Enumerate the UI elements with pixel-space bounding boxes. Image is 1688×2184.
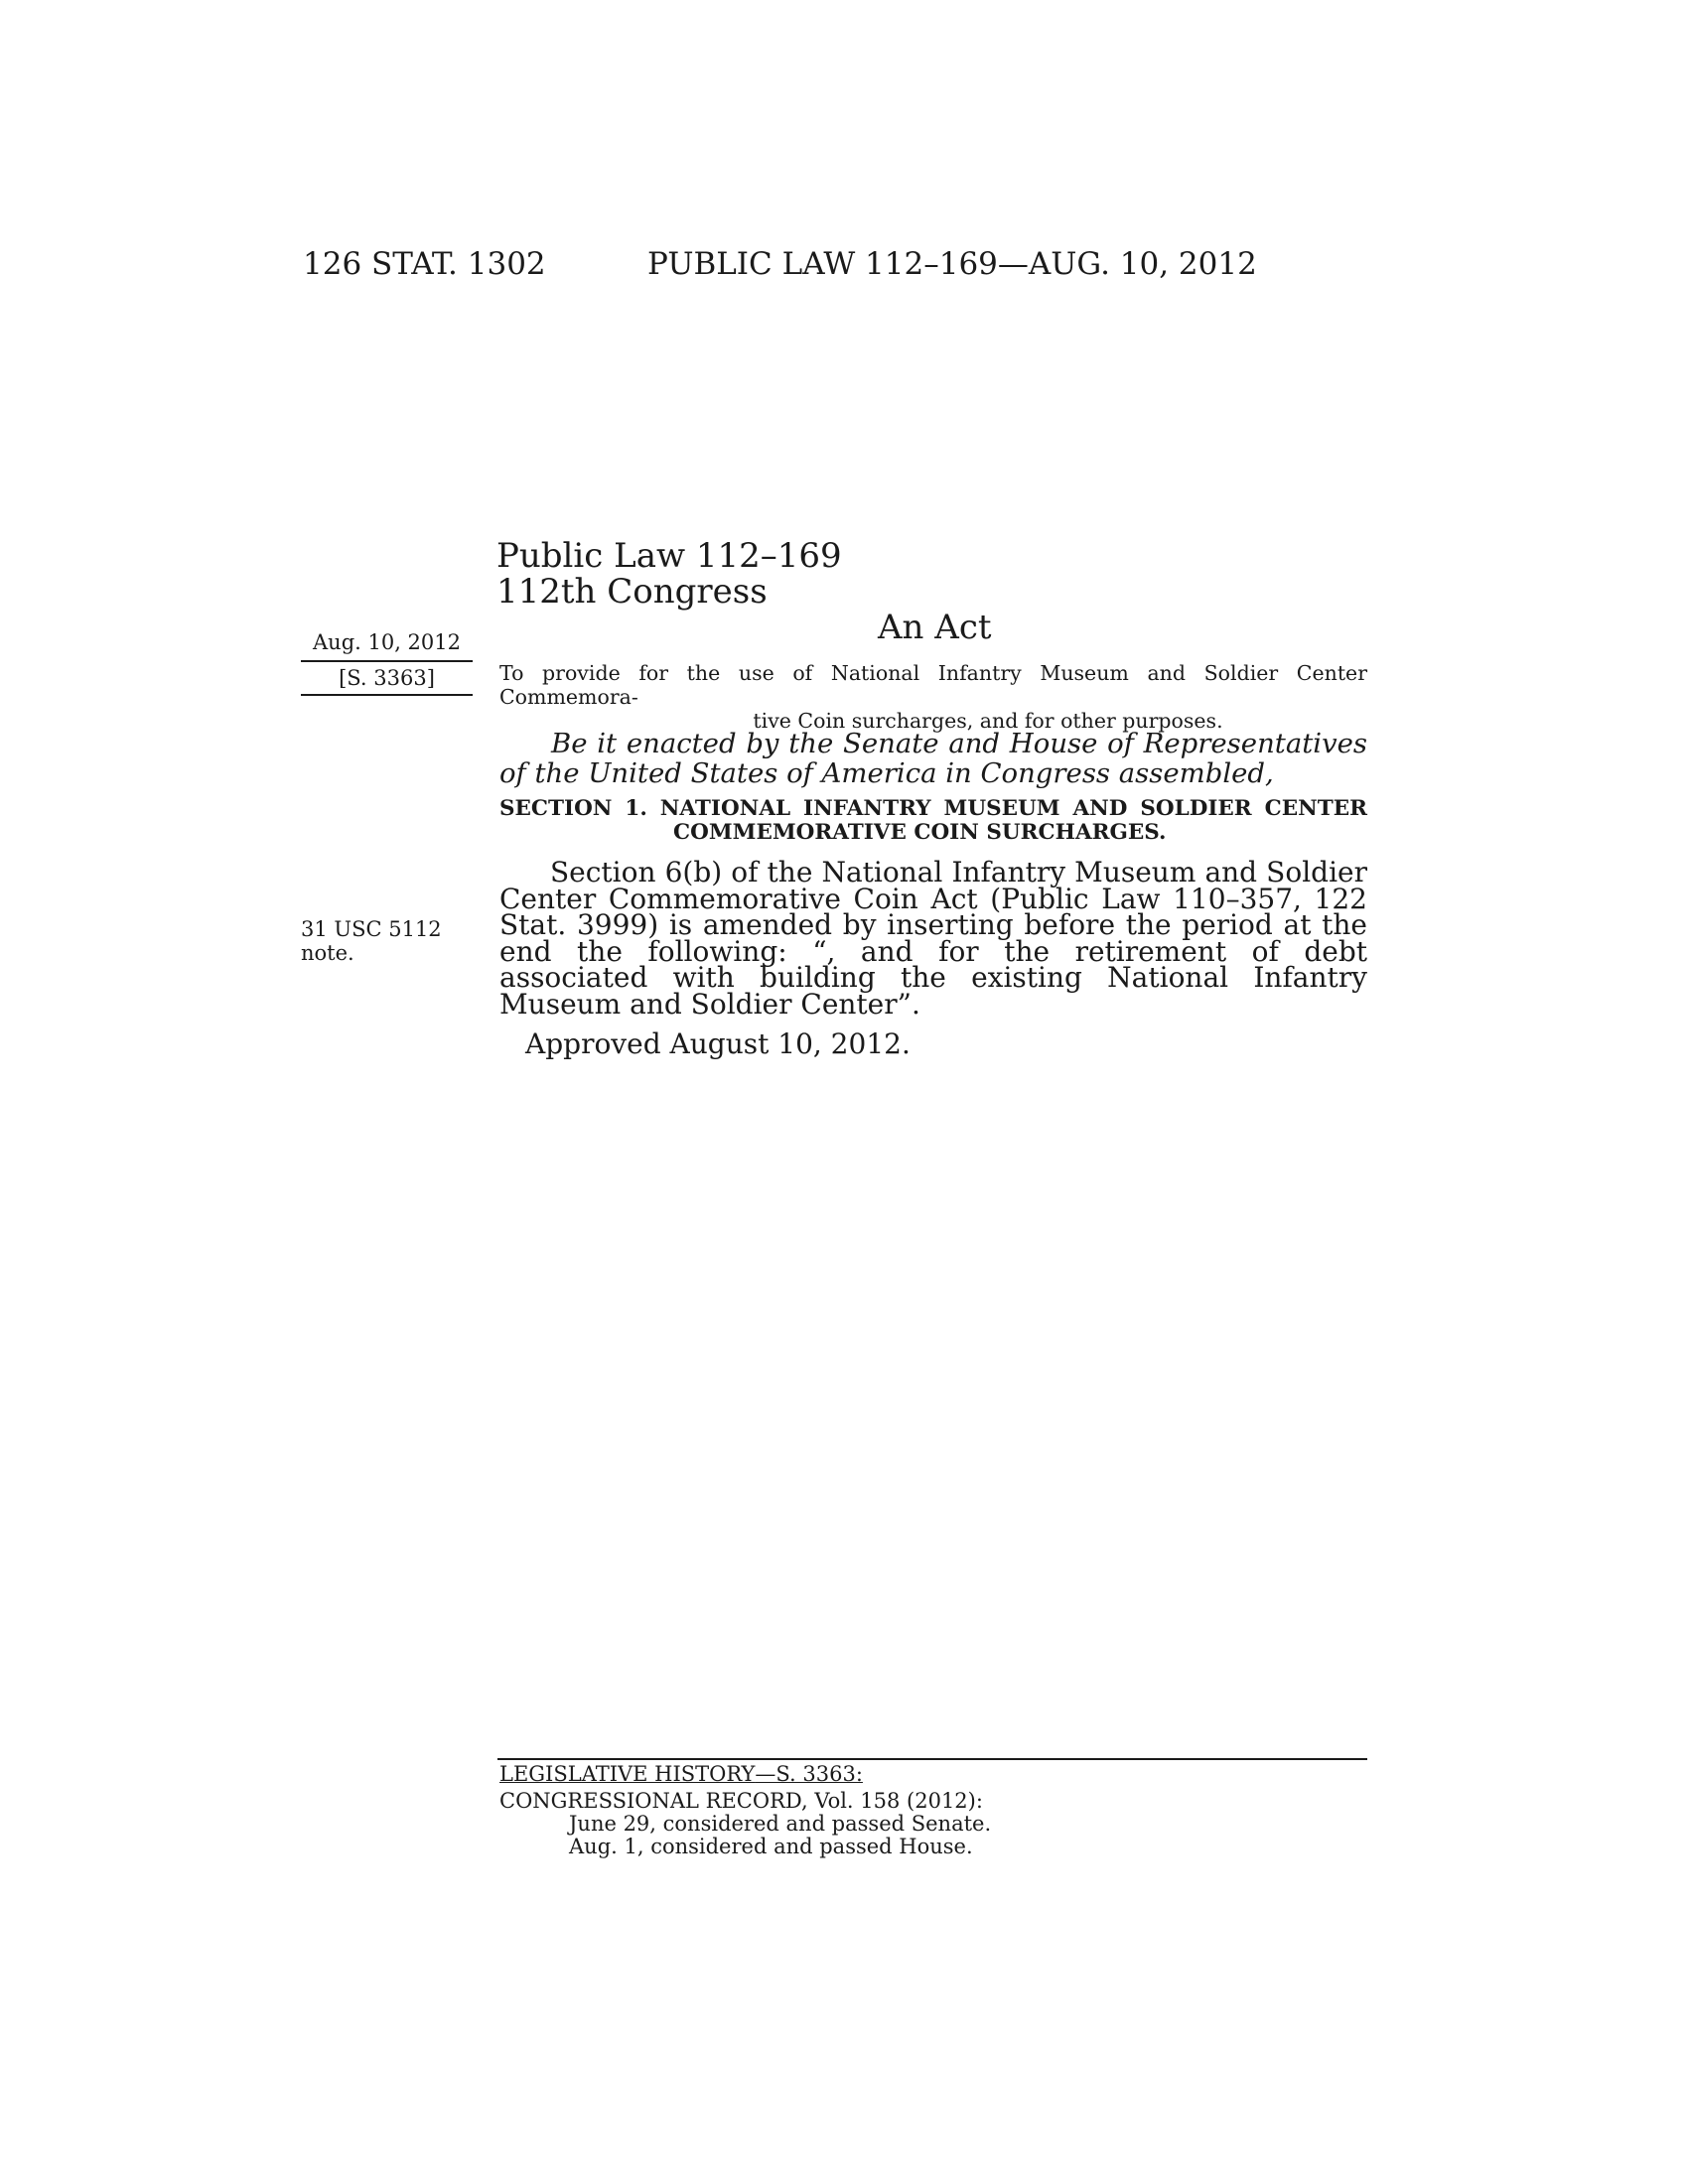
congressional-record: CONGRESSIONAL RECORD, Vol. 158 (2012):	[499, 1789, 983, 1813]
approval-line: Approved August 10, 2012.	[525, 1027, 911, 1060]
history-item: June 29, considered and passed Senate.	[569, 1812, 992, 1836]
legislative-history-label: LEGISLATIVE HISTORY	[499, 1762, 756, 1786]
margin-date-block	[301, 630, 473, 696]
act-purpose	[499, 661, 1367, 733]
section-heading-line-1: SECTION 1. NATIONAL INFANTRY MUSEUM AND SOLDIER CENTER	[499, 796, 1367, 821]
history-item: Aug. 1, considered and passed House.	[569, 1835, 973, 1858]
stat-citation: 126 STAT. 1302	[303, 246, 546, 282]
section-heading-line-2: COMMEMORATIVE COIN SURCHARGES.	[673, 820, 1167, 845]
usc-note-line-2: note.	[301, 941, 354, 965]
legislative-history-title	[499, 1763, 991, 1786]
enacting-clause: Be it enacted by the Senate and House of Representatives of the United States of America in Congress assembled,	[499, 728, 1367, 789]
congress-line: 112th Congress	[496, 572, 768, 612]
margin-bill-number: [S. 3363]	[339, 666, 435, 690]
purpose-line-1: To provide for the use of National Infantry Museum and Soldier Center Commemora-	[499, 661, 1367, 709]
usc-margin-note	[301, 917, 442, 965]
section-body: Section 6(b) of the National Infantry Museum and Soldier Center Commemorative Coin Act (Public Law 110–357, 122 Stat. 3999) is amended by inserting before the period at the end the following: “, and for the retirement of debt associated with building the existing National Infantry Museum and Soldier Center”.	[499, 856, 1367, 1021]
section-heading	[499, 797, 1367, 845]
margin-date: Aug. 10, 2012	[313, 630, 461, 654]
public-law-title: Public Law 112–169	[496, 536, 842, 576]
legislative-history	[499, 1763, 991, 1858]
an-act-heading: An Act	[878, 608, 992, 647]
legislative-history-bill: —S. 3363:	[755, 1762, 863, 1786]
purpose-line-2: tive Coin surcharges, and for other purposes.	[753, 709, 1223, 733]
footnote-divider	[497, 1758, 1367, 1760]
usc-note-line-1: 31 USC 5112	[301, 917, 442, 941]
running-header: PUBLIC LAW 112–169—AUG. 10, 2012	[647, 246, 1257, 282]
